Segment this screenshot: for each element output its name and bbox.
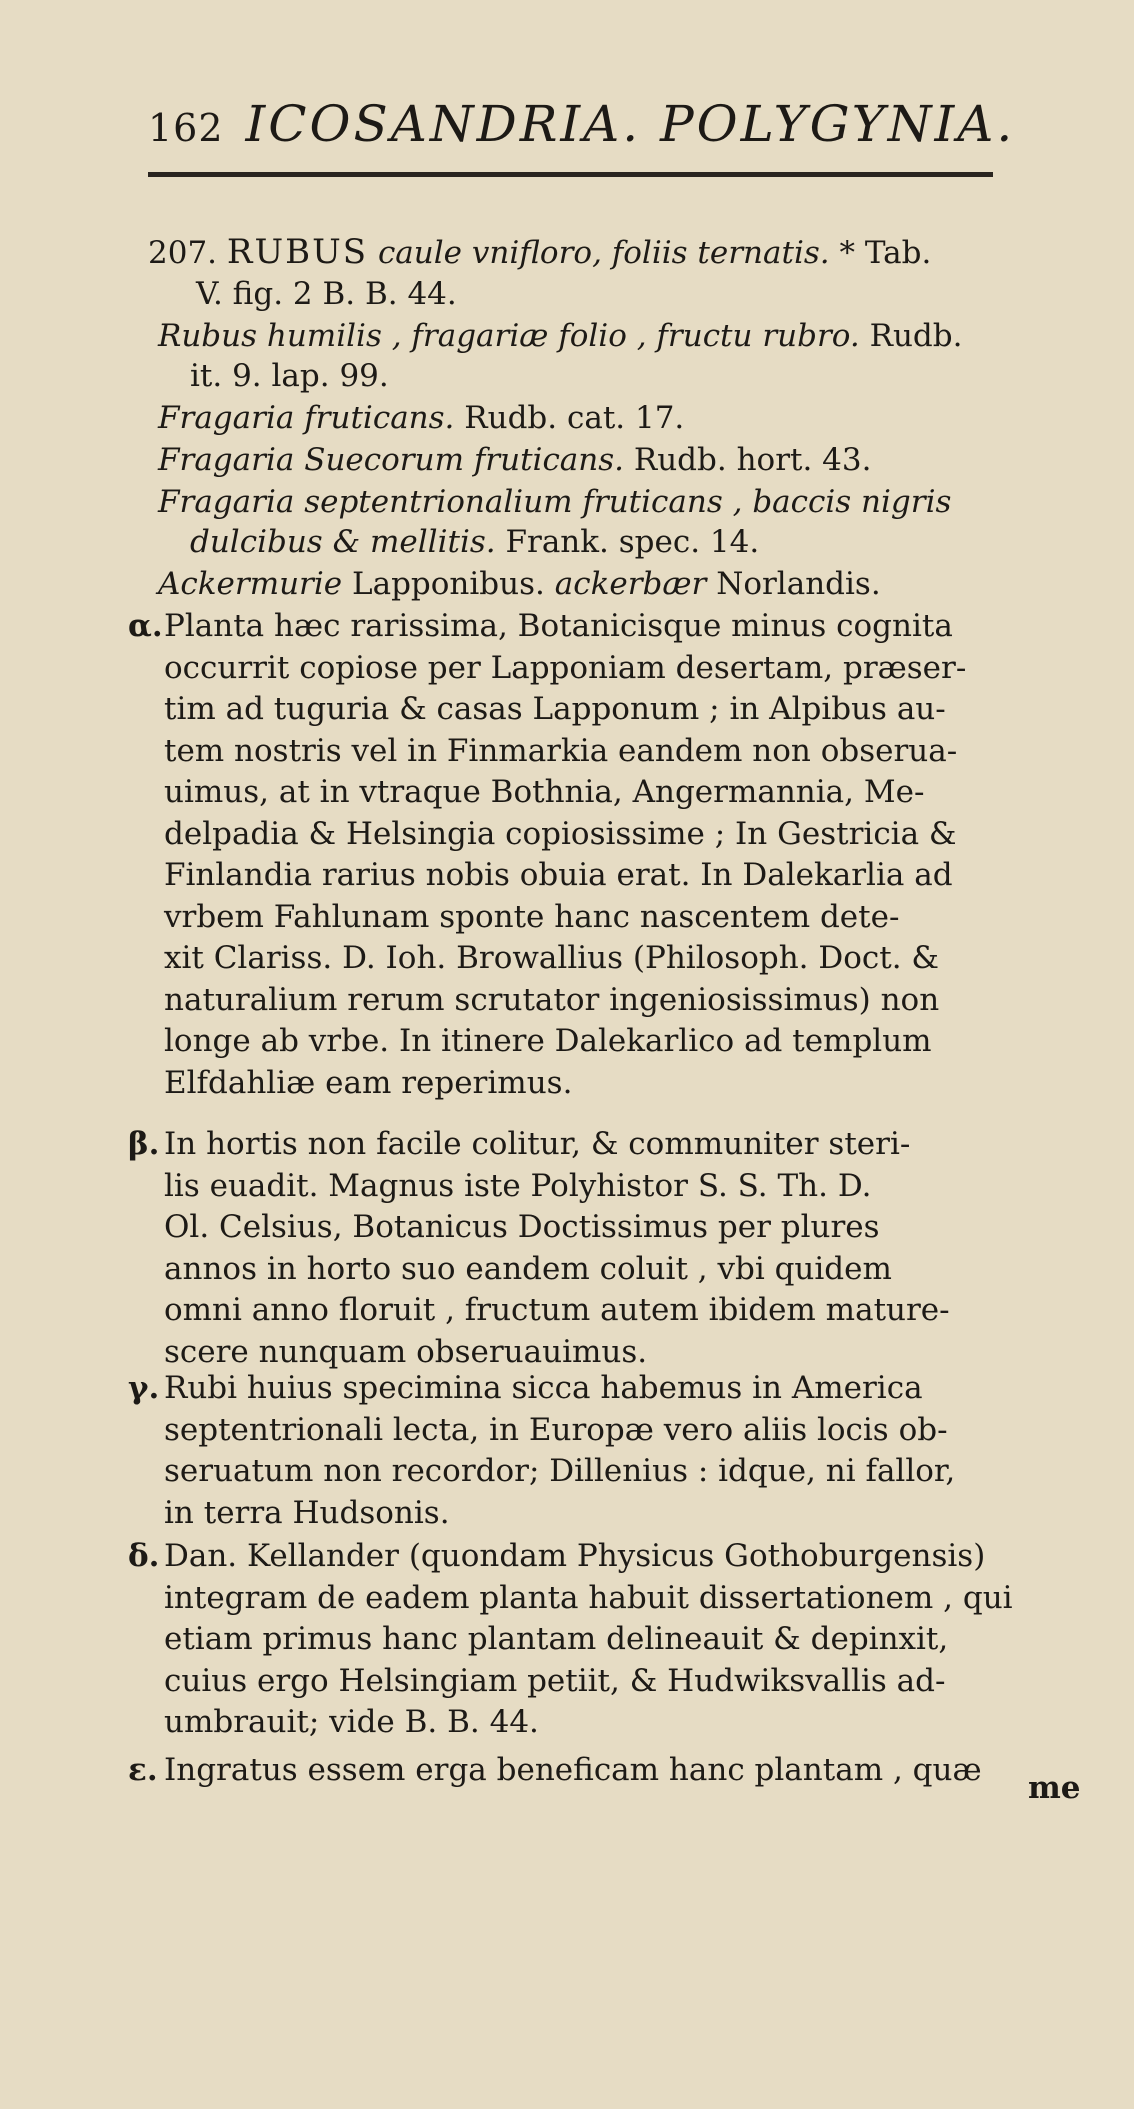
paragraph-line [164,1702,539,1742]
paragraph-first-line [128,1124,910,1164]
paragraph-first-line [128,1536,985,1576]
paragraph-marker: β. [128,1126,160,1162]
paragraph-text: Finlandia rarius nobis obuia erat. In Dalekarlia ad [164,857,953,893]
synonym-line: dulcibus & mellitis. Frank. spec. 14. [190,524,760,560]
paragraph-line [164,1493,450,1533]
catchword: me [1028,1770,1081,1806]
paragraph-text: Elfdahliæ eam reperimus. [164,1064,573,1101]
paragraph-line [164,1619,948,1659]
paragraph-line [164,1207,880,1247]
paragraph-text: In hortis non facile colitur, & communiter steri- [164,1126,911,1162]
paragraph-marker: δ. [128,1538,160,1574]
paragraph-text: in terra Hudsonis. [164,1494,450,1531]
paragraph-text: longe ab vrbe. In itinere Dalekarlico ad templum [164,1023,932,1059]
paragraph-marker: γ. [128,1370,160,1406]
paragraph-text: Ol. Celsius, Botanicus Doctissimus per plures [164,1209,880,1245]
paragraph-text: vrbem Fahlunam sponte hanc nascentem dete- [164,898,900,935]
synonym-line: Fragaria fruticans. Rudb. cat. 17. [158,400,685,436]
paragraph-line [164,731,957,771]
paragraph-text: omni anno floruit , fructum autem ibidem mature- [164,1292,950,1328]
paragraph-line [164,648,966,688]
paragraph-text: umbrauit; vide B. B. 44. [164,1704,539,1740]
entry-heading [148,232,931,273]
synonym-line: it. 9. lap. 99. [190,358,389,394]
paragraph-text: tem nostris vel in Finmarkia eandem non obserua- [164,732,958,769]
paragraph-text: Planta hæc rarissima, Botanicisque minus cognita [164,608,953,644]
paragraph-line [164,1451,955,1491]
paragraph-first-line [128,606,953,646]
entry-genus: RUBUS [226,232,369,272]
paragraph-text: uimus, at in vtraque Bothnia, Angermannia, Me- [164,774,925,810]
paragraph-line [164,1332,647,1372]
entry-ref: * Tab. [839,235,932,271]
paragraph-line [164,1410,948,1450]
paragraph-text: occurrit copiose per Lapponiam desertam, præser- [164,649,967,686]
paragraph-marker: ε. [128,1752,158,1788]
paragraph-first-line [128,1750,982,1790]
entry-number: 207. [148,235,218,271]
paragraph-line [164,1249,892,1289]
header-rule [148,172,993,177]
paragraph-line [164,772,924,812]
running-header [148,95,1015,153]
paragraph-line [164,1578,1013,1618]
paragraph-line [164,897,899,937]
paragraph-first-line [128,1368,923,1408]
paragraph-line [164,1166,871,1206]
entry-ref-line2: V. fig. 2 B. B. 44. [196,276,457,312]
page-title: ICOSANDRIA. POLYGYNIA. [245,95,1016,153]
synonym-line: Rubus humilis , fragariæ folio , fructu rubro. Rudb. [158,318,963,354]
paragraph-line [164,1021,932,1061]
paragraph-text: lis euadit. Magnus iste Polyhistor S. S. Th. D. [164,1167,872,1204]
paragraph-text: Ingratus essem erga beneficam hanc plantam , quæ [164,1752,982,1788]
synonym-line: Fragaria septentrionalium fruticans , baccis nigris [158,484,952,520]
synonym-line: Ackermurie Lapponibus. ackerbær Norlandis. [158,566,881,602]
synonym-line: Fragaria Suecorum fruticans. Rudb. hort. 43. [158,442,872,478]
paragraph-line [164,855,953,895]
paragraph-text: seruatum non recordor; Dillenius : idque, ni fallor, [164,1453,956,1489]
page-number: 162 [148,106,224,150]
paragraph-line [164,938,939,978]
paragraph-text: Dan. Kellander (quondam Physicus Gothoburgensis) [164,1538,986,1574]
paragraph-line [164,980,939,1020]
paragraph-text: naturalium rerum scrutator ingeniosissimus) non [164,981,940,1018]
paragraph-line [164,689,946,729]
paragraph-text: scere nunquam obseruauimus. [164,1333,648,1370]
entry-diagnosis: caule vnifloro, foliis ternatis. [377,235,830,271]
paragraph-line [164,1661,945,1701]
paragraph-text: Rubi huius specimina sicca habemus in America [164,1370,923,1406]
paragraph-text: etiam primus hanc plantam delineauit & depinxit, [164,1621,949,1657]
paragraph-text: annos in horto suo eandem coluit , vbi quidem [164,1250,892,1287]
paragraph-text: xit Clariss. D. Ioh. Browallius (Philosoph. Doct. & [164,940,940,976]
paragraph-text: cuius ergo Helsingiam petiit, & Hudwiksvallis ad- [164,1662,946,1699]
paragraph-marker: α. [128,608,163,644]
paragraph-line [164,814,957,854]
paragraph-text: tim ad tuguria & casas Lapponum ; in Alpibus au- [164,691,946,727]
paragraph-text: integram de eadem planta habuit dissertationem , qui [164,1579,1013,1616]
paragraph-text: septentrionali lecta, in Europæ vero aliis locis ob- [164,1411,948,1448]
paragraph-line [164,1290,950,1330]
paragraph-line [164,1063,572,1103]
paragraph-text: delpadia & Helsingia copiosissime ; In Gestricia & [164,815,957,852]
